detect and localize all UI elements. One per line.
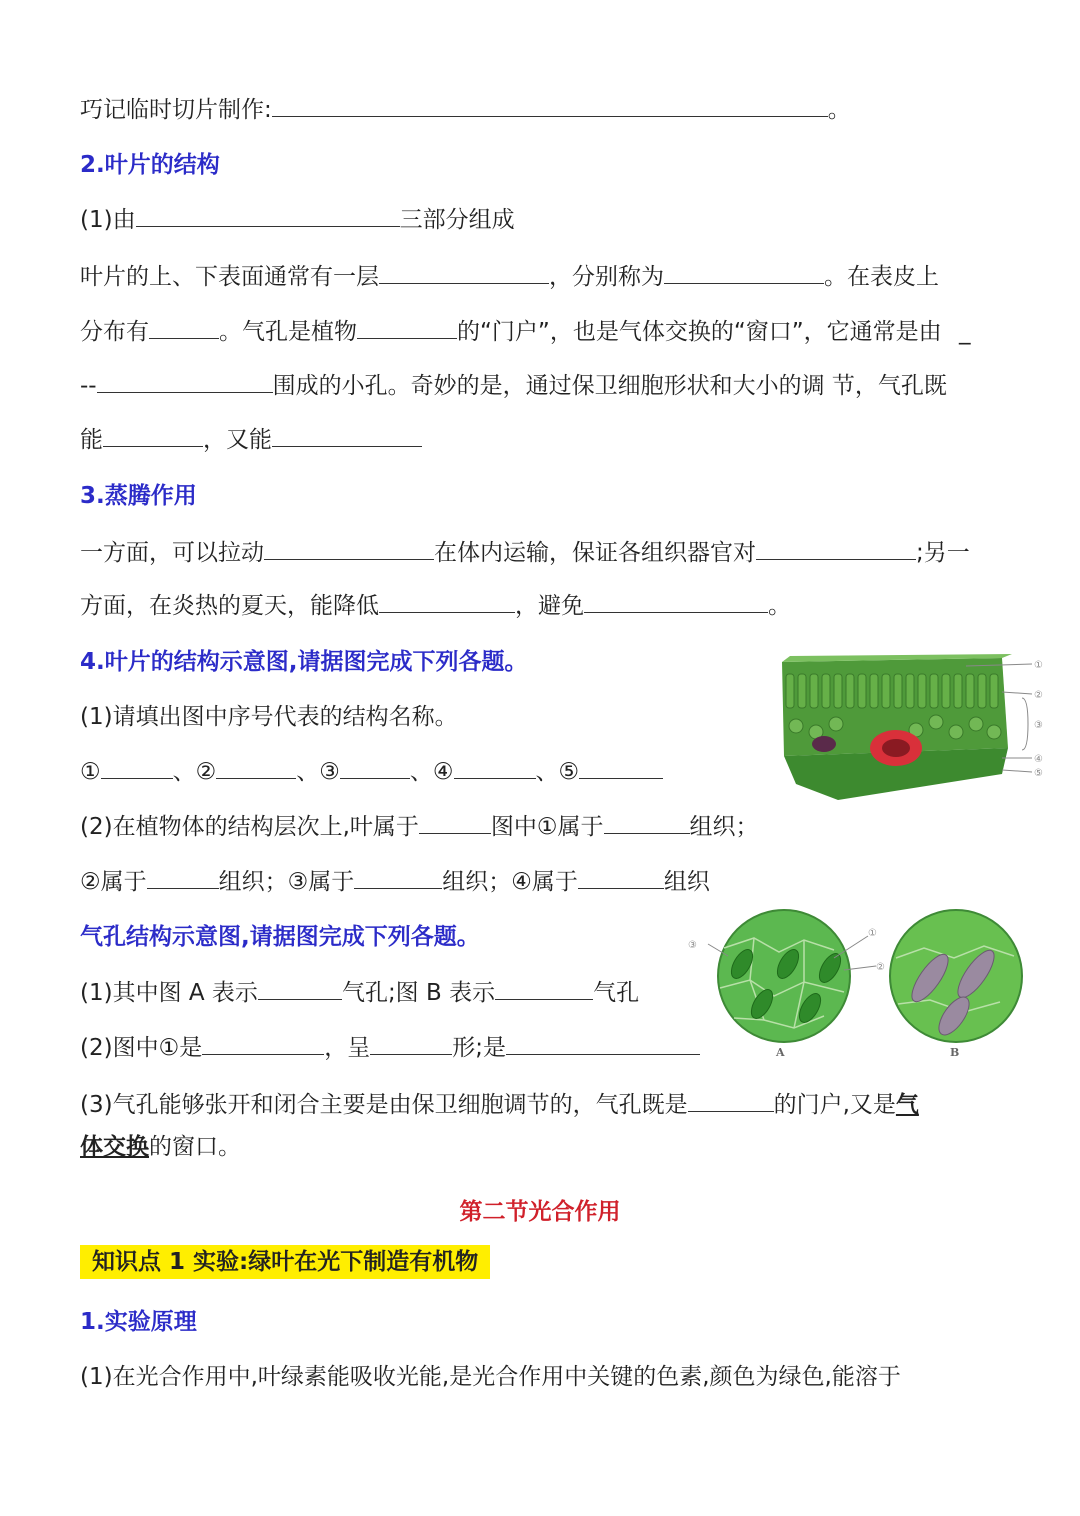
- line-stomata-ab: (1)其中图 A 表示 气孔;图 B 表示 气孔: [80, 977, 639, 1009]
- blank[interactable]: [136, 204, 400, 227]
- label-5: ⑤: [1034, 768, 1043, 779]
- caption-a: A: [776, 1046, 785, 1059]
- line-fill-names: (1)请填出图中序号代表的结构名称。: [80, 704, 458, 730]
- section-title: 第二节光合作用: [459, 1199, 621, 1225]
- stomata-cell: [812, 736, 836, 752]
- line-guard-cells: -- 围成的小孔。奇妙的是，通过保卫细胞形状和大小的调 节，气孔既: [80, 370, 947, 402]
- leaf-cross-section-diagram: [776, 652, 1052, 804]
- line-transpiration-2: 方面，在炎热的夏天，能降低 ，避免 。: [80, 590, 791, 622]
- line-chlorophyll: (1)在光合作用中,叶绿素能吸收光能,是光合作用中关键的色素,颜色为绿色,能溶于: [80, 1364, 901, 1390]
- blank[interactable]: [272, 94, 828, 117]
- label-2: ②: [876, 962, 885, 973]
- blank[interactable]: [101, 756, 173, 779]
- figure2-captions: [775, 1046, 959, 1059]
- line-stomata-function: 能 ，又能: [80, 424, 422, 456]
- heading-leaf-structure: 2.叶片的结构: [80, 152, 220, 178]
- line-structure-level: (2)在植物体的结构层次上,叶属于 图中①属于 组织；: [80, 811, 759, 843]
- blank[interactable]: [584, 590, 768, 613]
- blank[interactable]: [379, 261, 549, 284]
- label-3: ③: [1034, 720, 1043, 731]
- blank[interactable]: [604, 811, 690, 834]
- blank[interactable]: [272, 424, 422, 447]
- line-tissue-types: ②属于 组织；③属于 组织；④属于 组织: [80, 866, 710, 898]
- blank[interactable]: [97, 370, 273, 393]
- vein-core: [882, 739, 910, 757]
- label-2: ②: [1034, 690, 1043, 701]
- blank[interactable]: [340, 756, 410, 779]
- line-gas-exchange: 体交换的窗口。: [80, 1134, 241, 1160]
- label-3: ③: [688, 940, 697, 951]
- line-guard-cell-shape: (2)图中①是 ，呈 形;是: [80, 1032, 700, 1064]
- blank[interactable]: [506, 1032, 700, 1055]
- line-epidermis: 叶片的上、下表面通常有一层 ，分别称为 。在表皮上: [80, 261, 939, 293]
- blank[interactable]: [216, 756, 296, 779]
- blank[interactable]: [370, 1032, 452, 1055]
- line-stomata: 分布有 。气孔是植物 的“门户”，也是气体交换的“窗口”，它通常是由 _: [80, 316, 970, 348]
- heading-stomata-diagram: 气孔结构示意图,请据图完成下列各题。: [80, 924, 480, 950]
- blank[interactable]: [579, 756, 663, 779]
- blank[interactable]: [454, 756, 536, 779]
- caption-b: B: [950, 1046, 960, 1059]
- blank[interactable]: [264, 537, 434, 560]
- label-1: ①: [868, 928, 877, 939]
- heading-experiment-principle: 1.实验原理: [80, 1309, 197, 1335]
- blank[interactable]: [379, 590, 515, 613]
- line-stomata-open-close: (3)气孔能够张开和闭合主要是由保卫细胞调节的，气孔既是 的门户,又是气: [80, 1089, 919, 1121]
- line-leaf-parts: (1)由 三部分组成: [80, 204, 515, 236]
- blank[interactable]: [756, 537, 916, 560]
- blank[interactable]: [664, 261, 824, 284]
- blank[interactable]: [688, 1089, 774, 1112]
- blank[interactable]: [103, 424, 203, 447]
- heading-transpiration: 3.蒸腾作用: [80, 483, 197, 509]
- blank[interactable]: [147, 866, 219, 889]
- line-transpiration-1: 一方面，可以拉动 在体内运输，保证各组织器官对 ;另一: [80, 537, 970, 569]
- line-temp-slide: 巧记临时切片制作: 。: [80, 94, 851, 126]
- blank[interactable]: [354, 866, 442, 889]
- blank[interactable]: [495, 977, 593, 1000]
- blank[interactable]: [578, 866, 664, 889]
- stomata-diagram: [684, 908, 1048, 1064]
- line-numbered-blanks: ① 、② 、③ 、④ 、⑤: [80, 756, 663, 788]
- knowledge-point-label: 知识点 1 实验:绿叶在光下制造有机物: [80, 1246, 490, 1278]
- blank[interactable]: [202, 1032, 324, 1055]
- blank[interactable]: [419, 811, 491, 834]
- figure1-labels: [1034, 660, 1043, 779]
- blank[interactable]: [258, 977, 342, 1000]
- label-1: ①: [1034, 660, 1043, 671]
- blank[interactable]: [149, 316, 219, 339]
- label-4: ④: [1034, 754, 1043, 765]
- blank[interactable]: [357, 316, 457, 339]
- heading-leaf-diagram: 4.叶片的结构示意图,请据图完成下列各题。: [80, 649, 528, 675]
